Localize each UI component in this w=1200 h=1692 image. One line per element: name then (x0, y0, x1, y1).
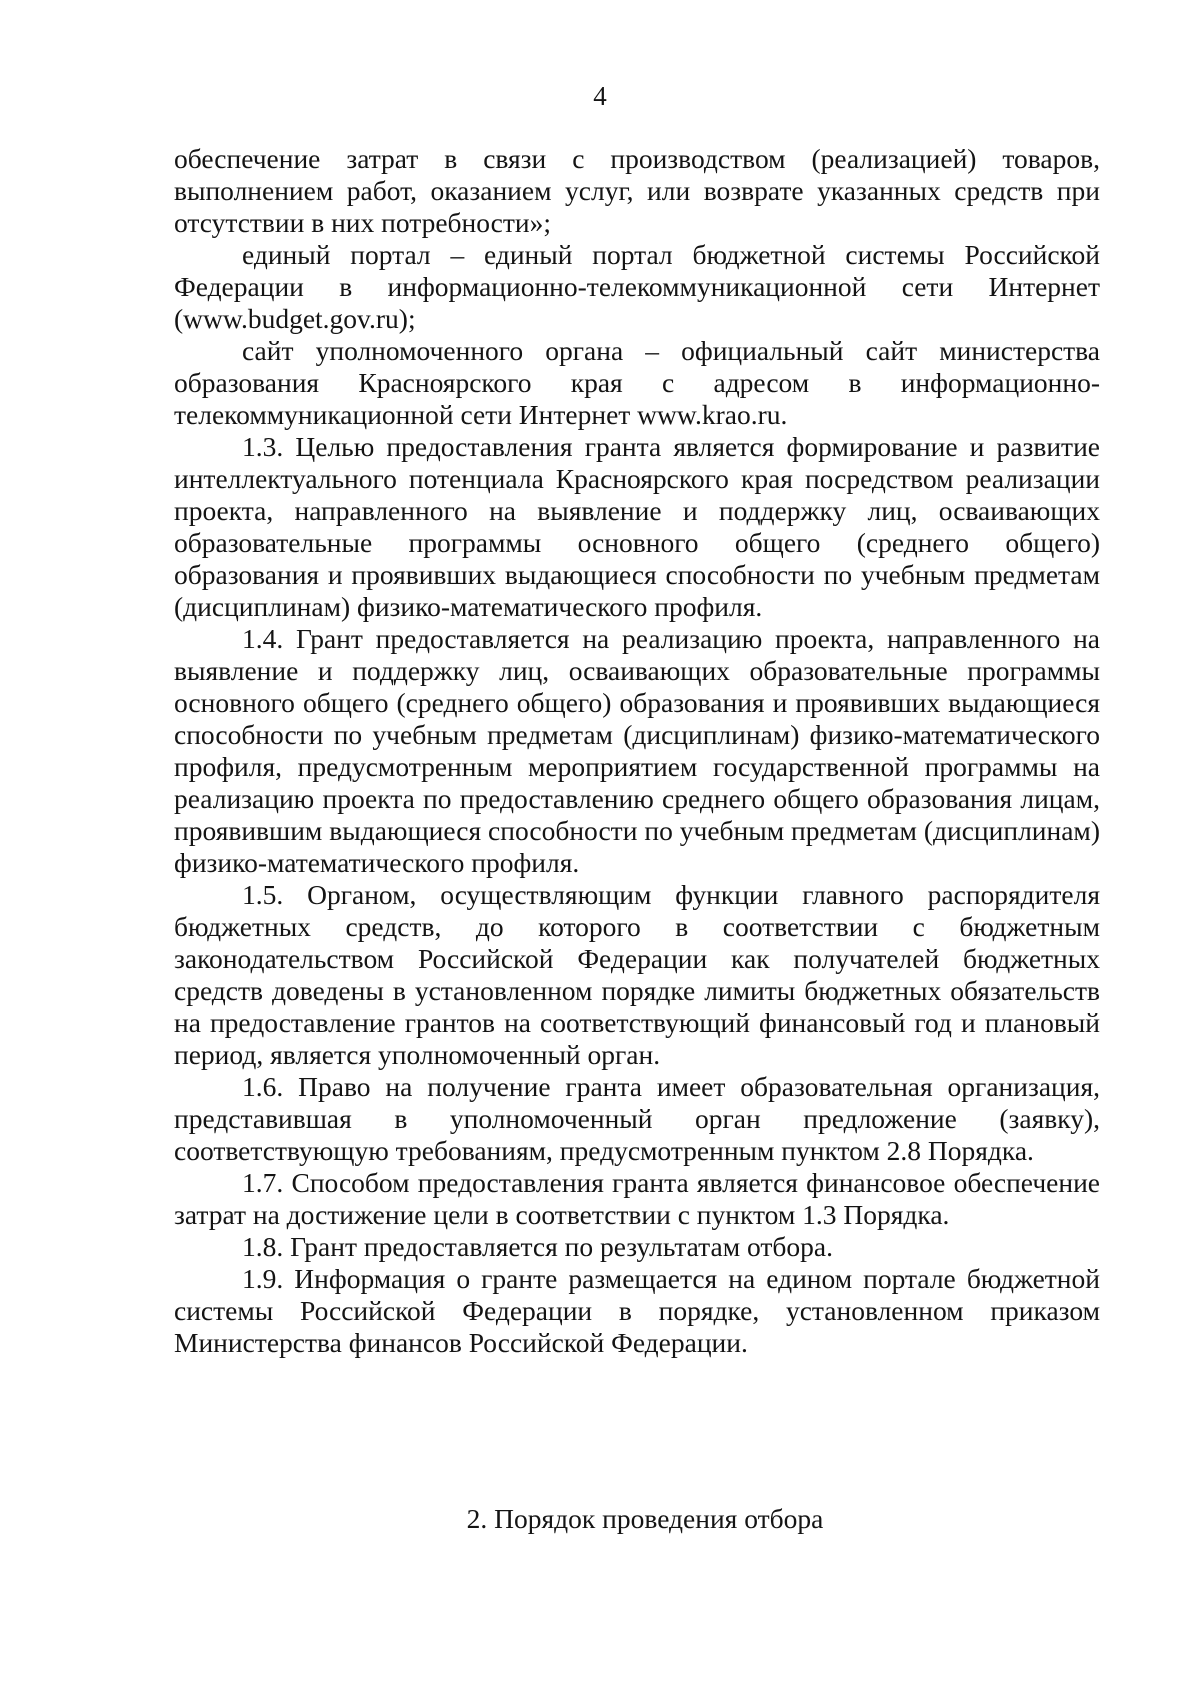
paragraph-definition-single-portal: единый портал – единый портал бюджетной системы Российской Федерации в информационно-телекоммуникационной сети Интернет (www.budget.gov.ru); (174, 239, 1100, 334)
paragraph-1-6: 1.6. Право на получение гранта имеет образовательная организация, представившая в уполномоченный орган предложение (заявку), соответствующую требованиям, предусмотренным пунктом 2.8 Порядка. (174, 1071, 1100, 1166)
paragraph-1-9: 1.9. Информация о гранте размещается на едином портале бюджетной системы Российской Федерации в порядке, установленном приказом Министерства финансов Российской Федерации. (174, 1263, 1100, 1358)
paragraph-1-4: 1.4. Грант предоставляется на реализацию проекта, направленного на выявление и поддержку лиц, осваивающих образовательные программы основного общего (среднего общего) образования и проявивших выдающиеся способности по учебным предметам (дисциплинам) физико-математического профиля, предусмотренным мероприятием государственной программы на реализацию проекта по предоставлению среднего общего образования лицам, проявившим выдающиеся способности по учебным предметам (дисциплинам) физико-математического профиля. (174, 623, 1100, 878)
paragraph-1-3: 1.3. Целью предоставления гранта является формирование и развитие интеллектуального потенциала Красноярского края посредством реализации проекта, направленного на выявление и поддержку лиц, осваивающих образовательные программы основного общего (среднего общего) образования и проявивших выдающиеся способности по учебным предметам (дисциплинам) физико-математического профиля. (174, 431, 1100, 622)
section-heading: 2. Порядок проведения отбора (466, 1503, 824, 1534)
page-number: 4 (593, 81, 607, 111)
paragraph-continuation: обеспечение затрат в связи с производством (реализацией) товаров, выполнением работ, оказанием услуг, или возврате указанных средств при отсутствии в них потребности»; (174, 143, 1100, 238)
document-body (174, 143, 1100, 1359)
paragraph-1-7: 1.7. Способом предоставления гранта является финансовое обеспечение затрат на достижение цели в соответствии с пунктом 1.3 Порядка. (174, 1167, 1100, 1230)
paragraph-1-8: 1.8. Грант предоставляется по результатам отбора. (242, 1231, 833, 1262)
paragraph-1-5: 1.5. Органом, осуществляющим функции главного распорядителя бюджетных средств, до которого в соответствии с бюджетным законодательством Российской Федерации как получателей бюджетных средств доведены в установленном порядке лимиты бюджетных обязательств на предоставление грантов на соответствующий финансовый год и плановый период, является уполномоченный орган. (174, 879, 1100, 1070)
paragraph-definition-authority-site: сайт уполномоченного органа – официальный сайт министерства образования Красноярского края с адресом в информационно-телекоммуникационной сети Интернет www.krao.ru. (174, 335, 1100, 430)
